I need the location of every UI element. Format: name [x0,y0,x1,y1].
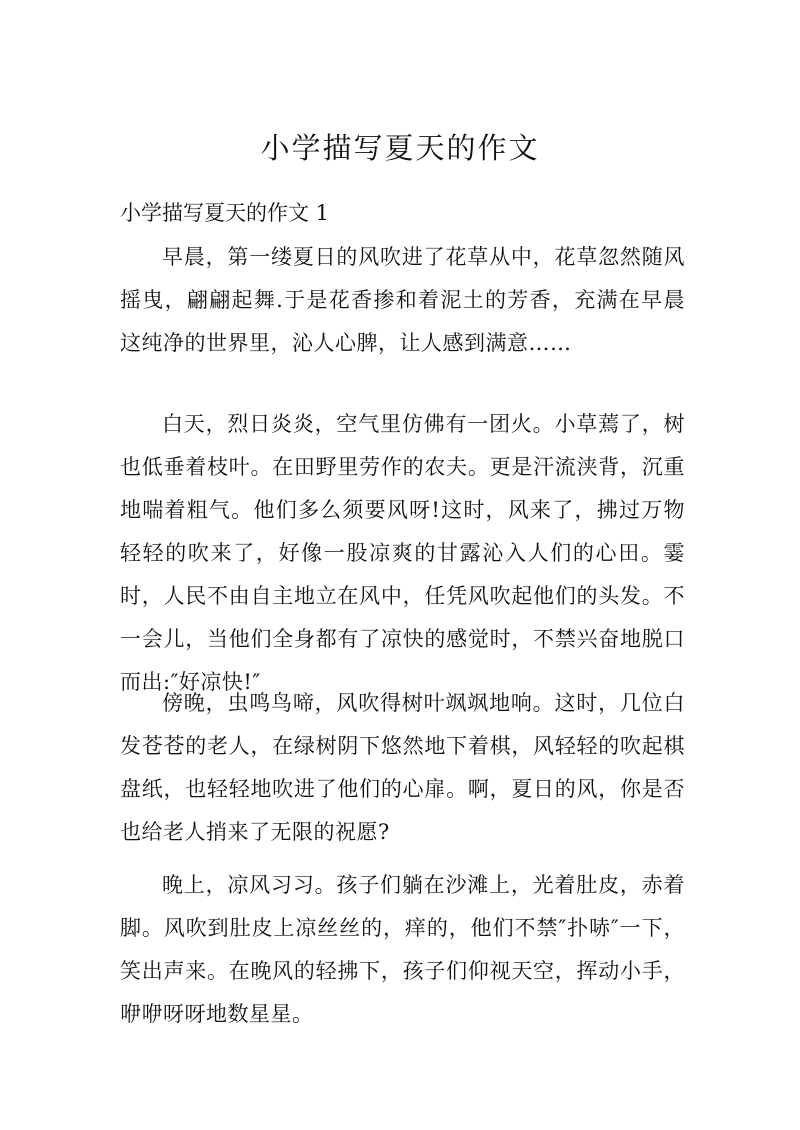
document-title: 小学描写夏天的作文 [260,131,540,165]
essay-subtitle: 小学描写夏天的作文 1 [120,201,330,225]
paragraph-morning: 早晨，第一缕夏日的风吹进了花草从中，花草忽然随风摇曳，翩翩起舞.于是花香掺和着泥土的芳香，充满在早晨这纯净的世界里，沁人心脾，让人感到满意…… [120,245,685,355]
paragraph-evening: 傍晚，虫鸣鸟啼，风吹得树叶飒飒地响。这时，几位白发苍苍的老人，在绿树阴下悠然地下着棋，风轻轻的吹起棋盘纸，也轻轻地吹进了他们的心扉。啊，夏日的风，你是否也给老人捎来了无限的祝愿? [120,691,685,844]
paragraph-daytime: 白天，烈日炎炎，空气里仿佛有一团火。小草蔫了，树也低垂着枝叶。在田野里劳作的农夫。更是汗流浃背，沉重地喘着粗气。他们多么须要风呀!这时，风来了，拂过万物轻轻的吹来了，好像一股凉爽的甘露沁入人们的心田。霎时，人民不由自主地立在风中，任凭风吹起他们的头发。不一会儿，当他们全身都有了凉快的感觉时，不禁兴奋地脱口而出:″好凉快!″ [120,412,685,694]
paragraph-night: 晚上，凉风习习。孩子们躺在沙滩上，光着肚皮，赤着脚。风吹到肚皮上凉丝丝的，痒的，他们不禁″扑哧″一下，笑出声来。在晚风的轻拂下，孩子们仰视天空，挥动小手，咿咿呀呀地数星星。 [120,873,685,1026]
